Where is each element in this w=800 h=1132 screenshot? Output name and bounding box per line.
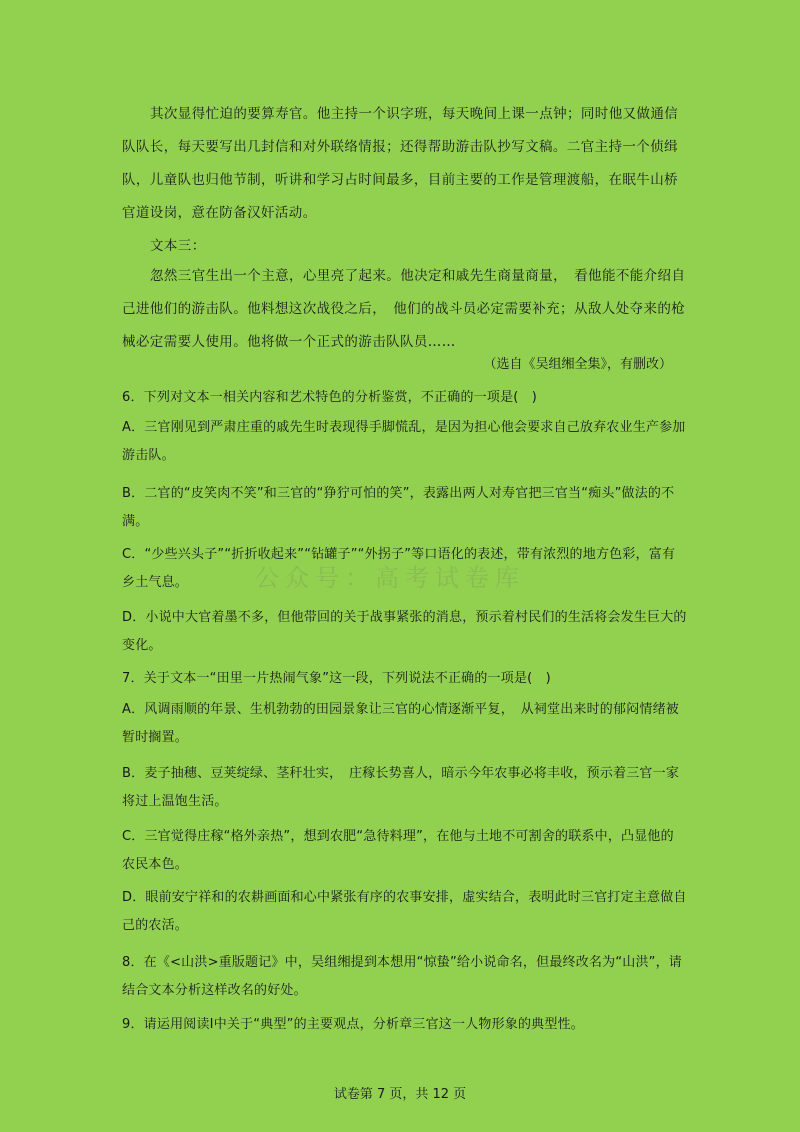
text3-heading: 文本三：	[150, 238, 206, 254]
source-citation: （选自《吴组缃全集》，有删改）	[483, 357, 672, 372]
passage-paragraph-2: 忽然三官生出一个主意，心里亮了起来。他决定和戚先生商量商量， 看他能不能介绍自己进他们的游击队。他料想这次战役之后， 他们的战斗员必定需要补充；从敌人处夺来的枪械必定需要人使用。他将做一个正式的游击队队员……	[122, 268, 686, 350]
question-9: 9．请运用阅读Ⅰ中关于“典型”的主要观点，分析章三官这一人物形象的典型性。	[122, 1017, 584, 1032]
question-6-option-a: A．三官刚见到严肃庄重的戚先生时表现得手脚慌乱，是因为担心他会要求自己放弃农业生产参加游击队。	[122, 420, 686, 463]
question-7-option-c: C．三官觉得庄稼“格外亲热”，想到农肥“急待料理”，在他与土地不可割舍的联系中，凸显他的农民本色。	[122, 829, 674, 872]
question-8: 8．在《<山洪>重版题记》中，吴组缃提到本想用“惊蛰”给小说命名，但最终改名为“山洪”，请结合文本分析这样改名的好处。	[122, 955, 682, 998]
question-6-option-d: D．小说中大官着墨不多，但他带回的关于战事紧张的消息，预示着村民们的生活将会发生巨大的变化。	[122, 610, 687, 653]
passage-paragraph-1: 其次显得忙迫的要算寿官。他主持一个识字班，每天晚间上课一点钟；同时他又做通信队队长，每天要写出几封信和对外联络情报；还得帮助游击队抄写文稿。二官主持一个侦缉队，儿童队也归他节制，听讲和学习占时间最多，目前主要的工作是管理渡船，在眠牛山桥官道设岗，意在防备汉奸活动。	[122, 106, 679, 221]
question-6-option-c: C．“少些兴头子”“折折收起来”“钻罐子”“外拐子”等口语化的表述，带有浓烈的地方色彩，富有乡土气息。	[122, 547, 676, 590]
question-7-option-a: A．风调雨顺的年景、生机勃勃的田园景象让三官的心情逐渐平复， 从祠堂出来时的郁闷情绪被暂时搁置。	[122, 702, 679, 745]
question-6-stem: 6．下列对文本一相关内容和艺术特色的分析鉴赏，不正确的一项是( )	[122, 390, 538, 405]
question-7-stem: 7．关于文本一“田里一片热闹气象”这一段，下列说法不正确的一项是( )	[122, 671, 551, 686]
page-footer: 试卷第 7 页，共 12 页	[333, 1087, 467, 1102]
question-7-option-d: D．眼前安宁祥和的农耕画面和心中紧张有序的农事安排，虚实结合，表明此时三官打定主意做自己的农活。	[122, 890, 687, 933]
question-7-option-b: B．麦子抽穗、豆荚绽绿、茎秆壮实， 庄稼长势喜人，暗示今年农事必将丰收，预示着三官一家将过上温饱生活。	[122, 766, 680, 809]
watermark: 公众号：高考试卷库	[255, 564, 525, 592]
question-6-option-b: B．二官的“皮笑肉不笑”和三官的“狰狞可怕的笑”，表露出两人对寿官把三官当“痴头”做法的不满。	[122, 486, 675, 529]
